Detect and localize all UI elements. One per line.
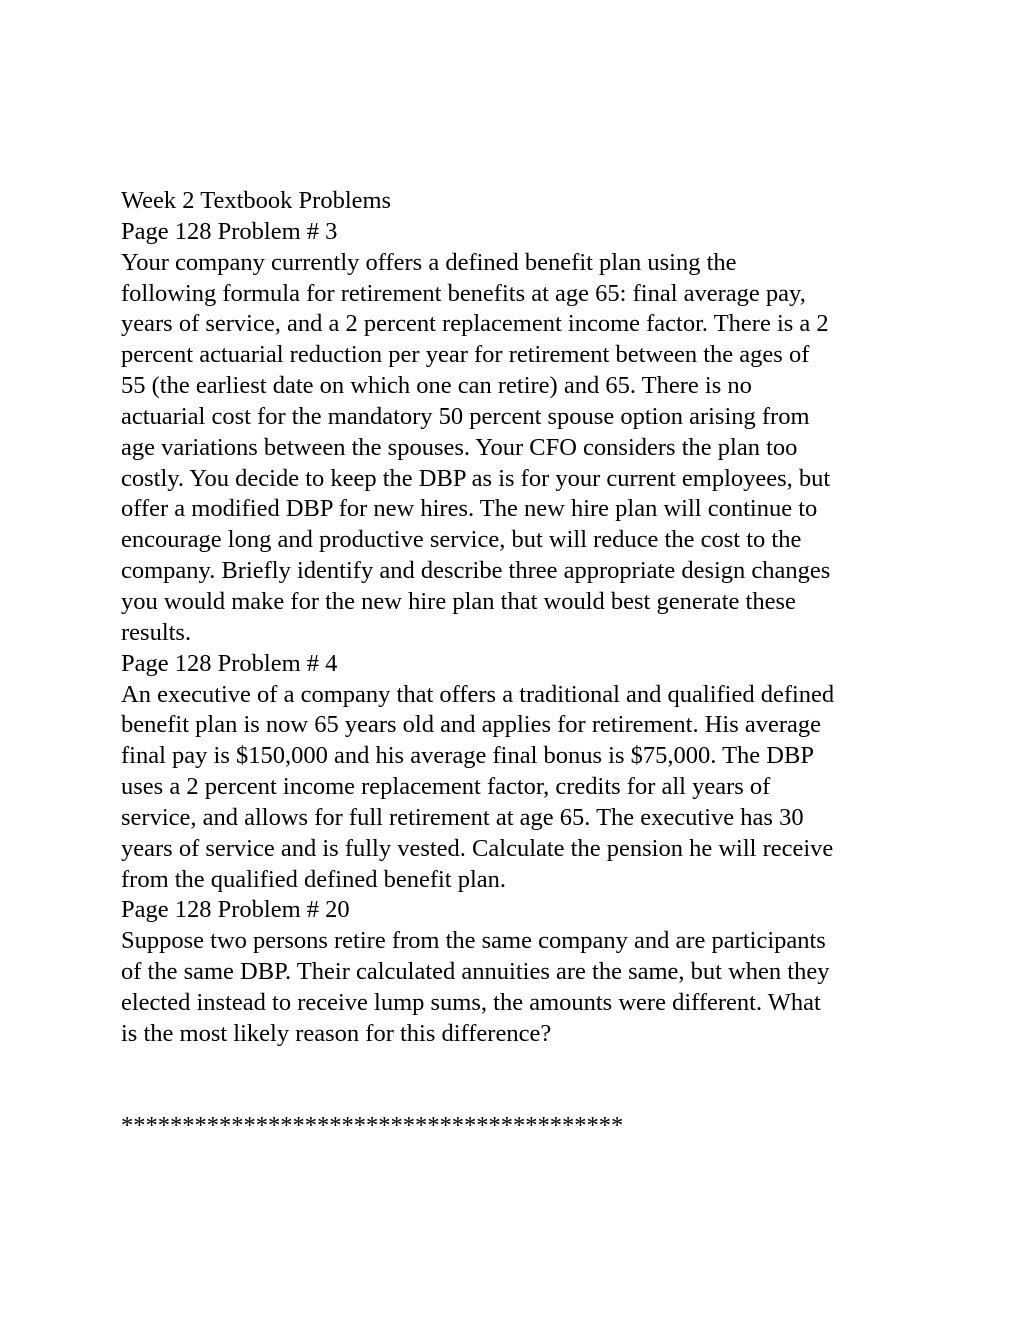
problem-20-text-line: is the most likely reason for this difference? — [121, 1019, 552, 1047]
problem-4-text-line: service, and allows for full retirement at age 65. The executive has 30 — [121, 803, 804, 831]
problem-3-title: Page 128 Problem # 3 — [121, 217, 338, 245]
problem-3-text-line: Your company currently offers a defined benefit plan using the — [121, 248, 737, 276]
problem-3-text-line: percent actuarial reduction per year for retirement between the ages of — [121, 341, 810, 369]
problem-4-title: Page 128 Problem # 4 — [121, 649, 338, 677]
problem-3-text-line: age variations between the spouses. Your CFO considers the plan too — [121, 433, 798, 461]
problem-3-text-line: years of service, and a 2 percent replacement income factor. There is a 2 — [121, 310, 829, 338]
blank-space — [121, 1050, 921, 1112]
problem-4-text-line: from the qualified defined benefit plan. — [121, 865, 507, 893]
asterisk-separator: ***************************************** — [121, 1112, 624, 1140]
problem-20-title: Page 128 Problem # 20 — [121, 896, 350, 924]
problem-3-text-line: company. Briefly identify and describe three appropriate design changes — [121, 557, 831, 585]
problem-3-text-line: you would make for the new hire plan that would best generate these — [121, 587, 796, 615]
problem-20-text-line: Suppose two persons retire from the same company and are participants — [121, 927, 826, 955]
problem-3-text-line: offer a modified DBP for new hires. The new hire plan will continue to — [121, 495, 818, 523]
document-heading: Week 2 Textbook Problems — [121, 187, 392, 214]
problem-4-text-line: benefit plan is now 65 years old and applies for retirement. His average — [121, 711, 822, 739]
problem-4-text-line: final pay is $150,000 and his average final bonus is $75,000. The DBP — [121, 742, 814, 770]
problem-3-text-line: results. — [121, 618, 192, 646]
problem-4-text-line: uses a 2 percent income replacement factor, credits for all years of — [121, 773, 771, 801]
problem-3-text-line: following formula for retirement benefits at age 65: final average pay, — [121, 279, 806, 307]
problem-20-text-line: of the same DBP. Their calculated annuities are the same, but when they — [121, 958, 830, 986]
problem-3-text-line: costly. You decide to keep the DBP as is for your current employees, but — [121, 464, 831, 492]
problem-4-text-line: years of service and is fully vested. Calculate the pension he will receive — [121, 834, 834, 862]
problem-3-text-line: 55 (the earliest date on which one can retire) and 65. There is no — [121, 372, 752, 400]
problem-3-text-line: actuarial cost for the mandatory 50 percent spouse option arising from — [121, 402, 810, 430]
problem-20-text-line: elected instead to receive lump sums, the amounts were different. What — [121, 988, 821, 1016]
problem-3-text-line: encourage long and productive service, but will reduce the cost to the — [121, 526, 802, 554]
problem-4-text-line: An executive of a company that offers a traditional and qualified defined — [121, 680, 835, 708]
document-body — [121, 186, 921, 1142]
